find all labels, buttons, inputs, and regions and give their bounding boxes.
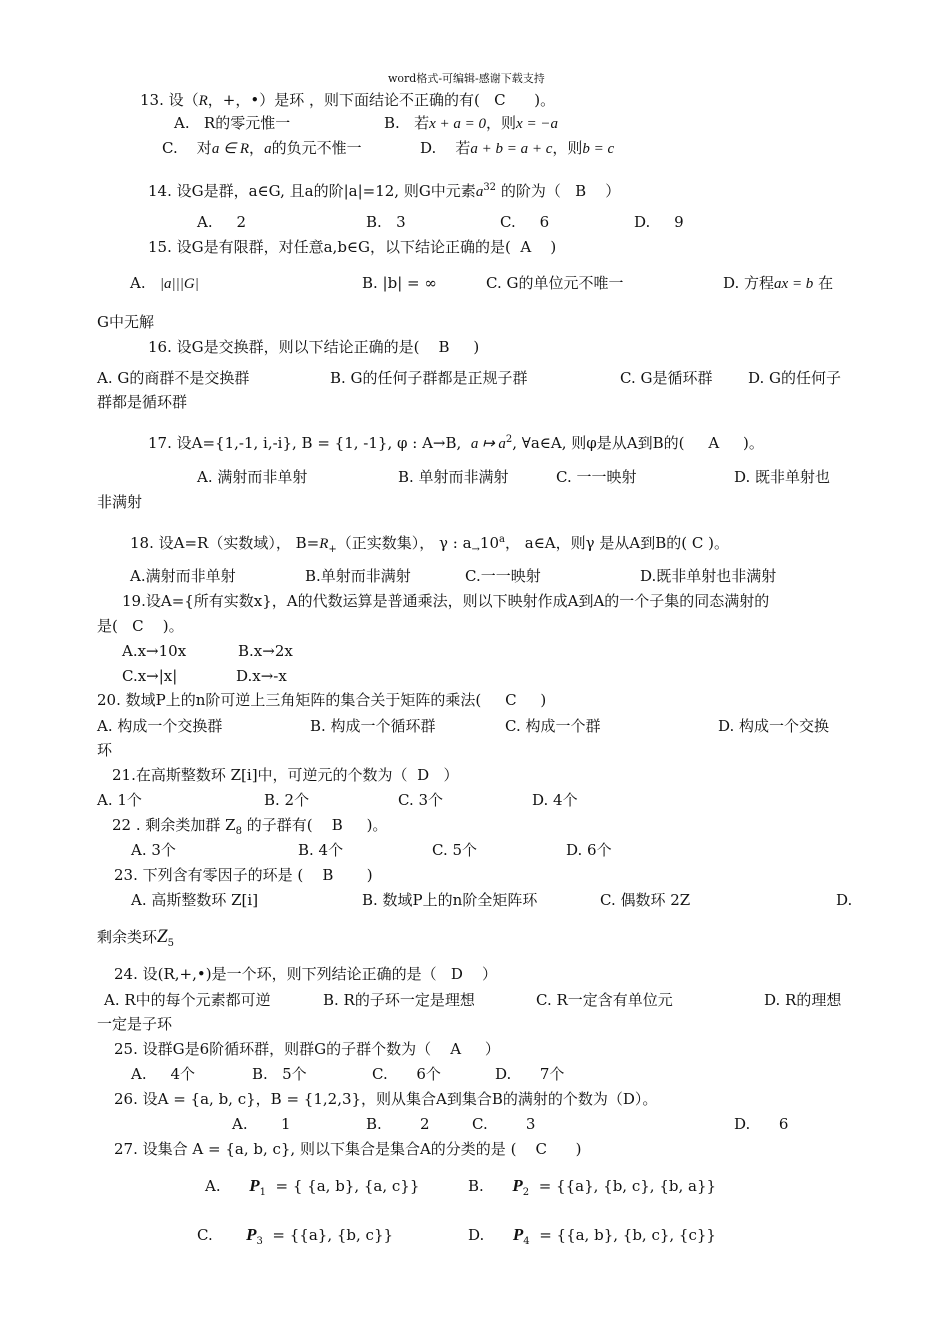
option-a: A. 4个 [131, 1065, 195, 1083]
option-b: B. $P_2 = \{\{a\}$, {b, c}, {b, a}} [468, 1176, 717, 1198]
option-c: C. R一定含有单位元 [536, 991, 673, 1009]
answer: A [450, 1040, 462, 1058]
answer: C [132, 617, 144, 635]
option-c: C. 3 [472, 1115, 536, 1133]
option-a: A.x→10x [122, 642, 187, 660]
option-c: C. 一一映射 [556, 468, 637, 486]
option-b: B. R的子环一定是理想 [323, 991, 475, 1009]
option-a: A. 1个 [97, 791, 142, 809]
question-19-stem-continued: 是( C )。 [97, 617, 184, 635]
question-22-stem: 22 . 剩余类加群 $Z_8$ 的子群有( B )。 [112, 816, 388, 837]
option-d-continued: 剩余类环$Z_5$ [97, 926, 174, 949]
question-17-stem: 17. 设A={1,-1, i,-i}, B = {1, -1}, φ : A→B, a ↦ $a^2$, ∀a∈A, 则φ是从A到B的( A )。 [148, 434, 764, 452]
option-c: C. 构成一个群 [505, 717, 601, 735]
option-a: A. 高斯整数环 Z[i] [131, 891, 259, 909]
option-a: A. G的商群不是交换群 [97, 369, 250, 387]
option-d: D. $P_4 = \{\{a$, b}, {b, c}, {c}} [468, 1225, 716, 1247]
answer: C [535, 1140, 547, 1158]
option-d: D. 4个 [532, 791, 578, 809]
question-19-stem: 19.设A={所有实数x}，A的代数运算是普通乘法，则以下映射作成A到A的一个子集的同态满射的 [122, 592, 770, 610]
answer: D [450, 965, 463, 983]
option-d: D. R的理想 [764, 991, 842, 1009]
option-c: C. 对a ∈ R，a的负元不惟一 [162, 139, 362, 157]
option-d: D. 构成一个交换 [718, 717, 830, 735]
option-d: D.x→-x [236, 667, 287, 685]
answer: D [417, 766, 430, 784]
option-c: C. $P_3 = \{\{a\}$, {b, c}} [197, 1225, 394, 1247]
option-c: C. G是循环群 [620, 369, 713, 387]
option-a: A. $P_1$ = { {a, b}, {a, c}} [205, 1176, 420, 1198]
option-c: C.x→|x| [122, 667, 178, 685]
option-b: B. 单射而非满射 [398, 468, 509, 486]
answer: B [438, 338, 450, 356]
option-d: D. 7个 [495, 1065, 565, 1083]
question-15-stem: 15. 设G是有限群，对任意a,b∈G，以下结论正确的是( A ) [148, 238, 557, 256]
question-13-stem: 13. 设（R，+，•）是环 ，则下面结论不正确的有( C )。 [140, 91, 556, 109]
question-23-stem: 23. 下列含有零因子的环是 ( B ) [114, 866, 373, 884]
option-d-continued: 非满射 [97, 493, 143, 511]
question-14-stem: 14. 设G是群，a∈G, 且a的阶|a|=12, 则G中元素$a^{32}$ 的阶为（ B ） [148, 182, 621, 200]
option-b: B. 2 [366, 1115, 430, 1133]
option-a: A. 满射而非单射 [197, 468, 308, 486]
option-b: B. G的任何子群都是正规子群 [330, 369, 528, 387]
option-c: C. G的单位元不唯一 [486, 274, 624, 292]
option-c: C. 6 [500, 213, 550, 231]
option-a: A.满射而非单射 [130, 567, 236, 585]
question-16-stem: 16. 设G是交换群，则以下结论正确的是( B ) [148, 338, 480, 356]
option-d: D. [836, 891, 853, 909]
answer: A [708, 434, 720, 452]
option-a: A. R中的每个元素都可逆 [104, 991, 271, 1009]
option-b: B.x→2x [238, 642, 293, 660]
answer: C [691, 534, 704, 552]
answer: C [494, 91, 506, 109]
option-d-continued: 环 [97, 741, 113, 759]
option-c: C. 偶数环 2Z [600, 891, 691, 909]
question-25-stem: 25. 设群G是6阶循环群，则群G的子群个数为（ A ） [114, 1040, 500, 1058]
option-d: D. G的任何子 [748, 369, 842, 387]
option-d-continued: G中无解 [97, 313, 154, 331]
answer: C [505, 691, 517, 709]
option-a: A. 2 [197, 213, 246, 231]
option-a: A. 构成一个交换群 [97, 717, 223, 735]
question-27-stem: 27. 设集合 A = {a, b, c}, 则以下集合是集合A的分类的是 ( C ) [114, 1140, 582, 1158]
option-b: B. 若x + a = 0，则x = −a [384, 114, 558, 132]
option-c: C. 5个 [432, 841, 478, 859]
answer: B [575, 182, 587, 200]
option-d: D. 9 [634, 213, 684, 231]
option-d-continued: 一定是子环 [97, 1015, 173, 1033]
option-d: D. 既非单射也 [734, 468, 831, 486]
option-c: C.一一映射 [465, 567, 541, 585]
option-d-continued: 群都是循环群 [97, 393, 188, 411]
page-header: word格式-可编辑-感谢下载支持 [388, 72, 545, 85]
option-d: D.既非单射也非满射 [640, 567, 777, 585]
option-d: D. 方程ax = b 在 [723, 274, 834, 292]
option-b: B. 3 [366, 213, 406, 231]
option-c: C. 3个 [398, 791, 444, 809]
option-b: B. 4个 [298, 841, 344, 859]
option-b: B. 5个 [252, 1065, 307, 1083]
option-b: B. 2个 [264, 791, 310, 809]
answer: A [520, 238, 532, 256]
question-21-stem: 21.在高斯整数环 Z[i]中，可逆元的个数为（ D ） [112, 766, 459, 784]
answer: B [322, 866, 334, 884]
option-b: B.单射而非满射 [305, 567, 411, 585]
option-a: A. 3个 [131, 841, 176, 859]
option-c: C. 6个 [372, 1065, 441, 1083]
option-a: A. 1 [232, 1115, 291, 1133]
question-18-stem: 18. 设A=R（实数域）， $B=R_+$（正实数集）， γ : $a_\to 10^a$， a∈A，则γ 是从A到B的( C )。 [130, 534, 729, 555]
question-24-stem: 24. 设(R,+,•)是一个环，则下列结论正确的是（ D ） [114, 965, 498, 983]
option-d: D. 6个 [566, 841, 612, 859]
question-26-stem: 26. 设A = {a, b, c}，B = {1,2,3}，则从集合A到集合B的满射的个数为（D）。 [114, 1090, 658, 1108]
answer: B [331, 816, 343, 834]
option-b: B. |b| = ∞ [362, 274, 437, 292]
option-d: D. 6 [734, 1115, 789, 1133]
option-a: A. |a|||G| [130, 274, 199, 292]
option-a: A. R的零元惟一 [174, 114, 291, 132]
option-d: D. 若a + b = a + c，则b = c [420, 139, 615, 157]
option-b: B. 数域P上的n阶全矩阵环 [362, 891, 538, 909]
question-20-stem: 20. 数域P上的n阶可逆上三角矩阵的集合关于矩阵的乘法( C ) [97, 691, 547, 709]
option-b: B. 构成一个循环群 [310, 717, 436, 735]
